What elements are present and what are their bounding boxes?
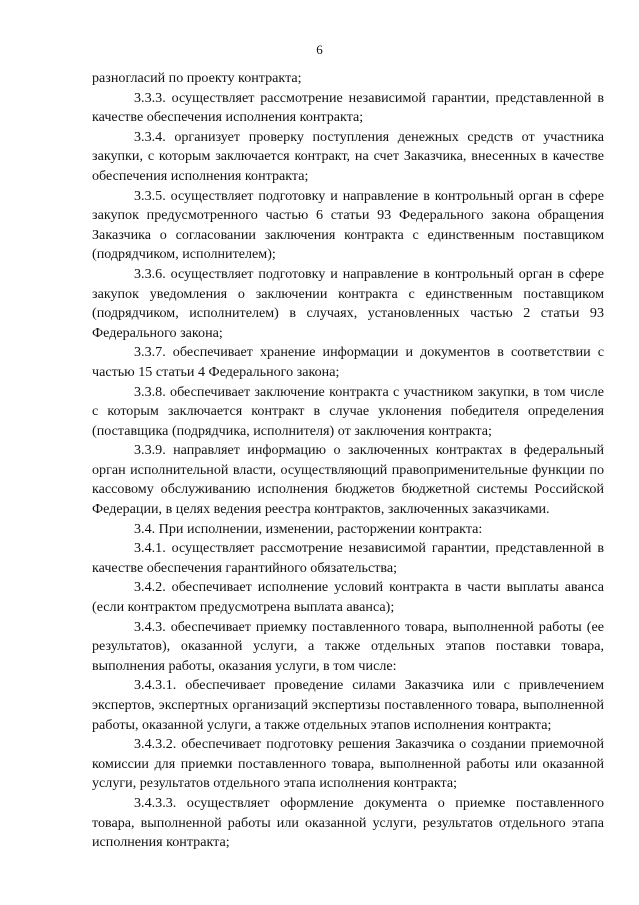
paragraph: 3.3.6. осуществляет подготовку и направление в контрольный орган в сфере закупок уведомления о заключении контракта с единственным поставщиком (подрядчиком, исполнителем) в случаях, установленных частью 2 статьи 93 Федерального закона; — [92, 265, 604, 341]
paragraph: 3.4.2. обеспечивает исполнение условий контракта в части выплаты аванса (если контрактом предусмотрена выплата аванса); — [92, 579, 604, 616]
document-body — [92, 69, 604, 853]
paragraph: 3.4.3.3. осуществляет оформление документа о приемке поставленного товара, выполненной работы или оказанной услуги, результатов отдельного этапа исполнения контракта; — [92, 794, 604, 851]
paragraph: 3.3.3. осуществляет рассмотрение независимой гарантии, представленной в качестве обеспечения исполнения контракта; — [92, 89, 604, 126]
paragraph: 3.4.1. осуществляет рассмотрение независимой гарантии, представленной в качестве обеспечения гарантийного обязательства; — [92, 540, 604, 576]
paragraph: 3.3.8. обеспечивает заключение контракта с участником закупки, в том числе с которым заключается контракт в случае уклонения победителя определения (поставщика (подрядчика, исполнителя) от заключения контракта; — [92, 383, 604, 439]
paragraph: 3.3.7. обеспечивает хранение информации и документов в соответствии с частью 15 статьи 4 Федерального закона; — [92, 344, 604, 380]
paragraph: 3.4.3.2. обеспечивает подготовку решения Заказчика о создании приемочной комиссии для приемки поставленного товара, выполненной работы или оказанной услуги, результатов отдельного этапа исполнения контракта; — [92, 736, 604, 792]
paragraph: 3.4.3. обеспечивает приемку поставленного товара, выполненной работы (ее результатов), оказанной услуги, а также отдельных этапов поставки товара, выполнения работы, оказания услуги, в том числе: — [92, 618, 604, 674]
paragraph: 3.4.3.1. обеспечивает проведение силами Заказчика или с привлечением экспертов, экспертных организаций экспертизы поставленного товара, выполненной работы, оказанной услуги, а также отдельных этапов исполнения контракта; — [92, 677, 604, 733]
paragraph: 3.4. При исполнении, изменении, расторжении контракта: — [134, 520, 483, 537]
paragraph: 3.3.9. направляет информацию о заключенных контрактах в федеральный орган исполнительной власти, осуществляющий правоприменительные функции по кассовому обслуживанию исполнения бюджетов бюджетной системы Российской Федерации, в целях ведения реестра контрактов, заключенных заказчиками. — [92, 442, 604, 518]
page-number: 6 — [316, 42, 323, 57]
paragraph: разногласий по проекту контракта; — [92, 70, 302, 86]
paragraph: 3.3.4. организует проверку поступления денежных средств от участника закупки, с которым заключается контракт, на счет Заказчика, внесенных в качестве обеспечения исполнения контракта; — [92, 128, 604, 184]
paragraph: 3.3.5. осуществляет подготовку и направление в контрольный орган в сфере закупок предусмотренного частью 6 статьи 93 Федерального закона обращения Заказчика о согласовании заключения контракта с единственным поставщиком (подрядчиком, исполнителем); — [92, 187, 604, 263]
